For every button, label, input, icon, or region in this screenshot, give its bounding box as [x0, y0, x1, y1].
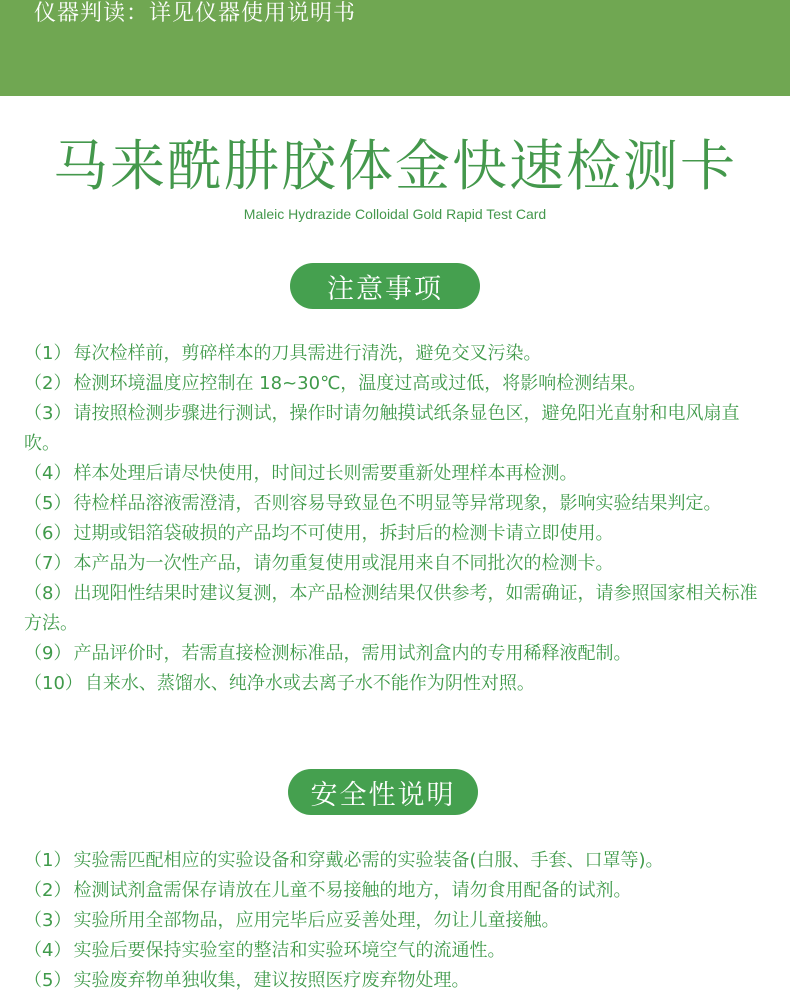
- item-number: （2）: [24, 373, 72, 394]
- item-number: （9）: [24, 643, 72, 664]
- list-item: [24, 936, 769, 966]
- item-text: 本产品为一次性产品，请勿重复使用或混用来自不同批次的检测卡。: [73, 553, 614, 574]
- truncated-text-line: [24, 996, 324, 1003]
- item-text: 产品评价时，若需直接检测标准品，需用试剂盒内的专用稀释液配制。: [73, 643, 632, 664]
- list-item: [24, 339, 769, 369]
- item-number: （4）: [24, 463, 72, 484]
- list-item: [24, 399, 769, 459]
- item-text: 出现阳性结果时建议复测，本产品检测结果仅供参考，如需确证，请参照国家相关标准方法。: [24, 583, 758, 634]
- item-text: 每次检样前，剪碎样本的刀具需进行清洗，避免交叉污染。: [73, 343, 542, 364]
- item-number: （10）: [24, 673, 83, 694]
- item-number: （2）: [24, 880, 72, 901]
- item-text: 过期或铝箔袋破损的产品均不可使用，拆封后的检测卡请立即使用。: [73, 523, 614, 544]
- list-item: [24, 669, 769, 699]
- item-number: （7）: [24, 553, 72, 574]
- instrument-reading-note: 仪器判读：详见仪器使用说明书: [34, 1, 357, 26]
- list-item: [24, 846, 769, 876]
- item-text: 请按照检测步骤进行测试，操作时请勿触摸试纸条显色区，避免阳光直射和电风扇直吹。: [24, 403, 740, 454]
- list-item: [24, 876, 769, 906]
- item-number: （8）: [24, 583, 72, 604]
- list-item: [24, 906, 769, 936]
- item-number: （5）: [24, 970, 72, 991]
- list-item: [24, 549, 769, 579]
- item-number: （1）: [24, 850, 72, 871]
- list-item: [24, 579, 769, 639]
- item-text: 实验需匹配相应的实验设备和穿戴必需的实验装备(白服、手套、口罩等)。: [73, 850, 664, 871]
- section-heading-notes: 注意事项: [290, 263, 480, 309]
- item-text: 样本处理后请尽快使用，时间过长则需要重新处理样本再检测。: [73, 463, 578, 484]
- item-number: （5）: [24, 493, 72, 514]
- item-text: 实验所用全部物品，应用完毕后应妥善处理，勿让儿童接触。: [73, 910, 560, 931]
- item-number: （3）: [24, 910, 72, 931]
- list-item: [24, 369, 769, 399]
- list-item: [24, 519, 769, 549]
- item-number: （3）: [24, 403, 72, 424]
- item-number: （6）: [24, 523, 72, 544]
- item-text: 待检样品溶液需澄清，否则容易导致显色不明显等异常现象，影响实验结果判定。: [73, 493, 722, 514]
- item-text: 实验后要保持实验室的整洁和实验环境空气的流通性。: [73, 940, 506, 961]
- item-number: （4）: [24, 940, 72, 961]
- product-subtitle-en: Maleic Hydrazide Colloidal Gold Rapid Test Card: [243, 206, 547, 222]
- list-item: [24, 966, 769, 996]
- notes-list: [24, 339, 769, 699]
- item-text: 检测试剂盒需保存请放在儿童不易接触的地方，请勿食用配备的试剂。: [73, 880, 632, 901]
- safety-list: [24, 846, 769, 996]
- list-item: [24, 489, 769, 519]
- list-item: [24, 459, 769, 489]
- product-title: 马来酰肼胶体金快速检测卡: [52, 134, 737, 198]
- item-text: 自来水、蒸馏水、纯净水或去离子水不能作为阴性对照。: [84, 673, 535, 694]
- item-number: （1）: [24, 343, 72, 364]
- header-band: [0, 0, 790, 96]
- list-item: [24, 639, 769, 669]
- item-text: 实验废弃物单独收集，建议按照医疗废弃物处理。: [73, 970, 470, 991]
- section-heading-safety: 安全性说明: [288, 769, 478, 815]
- item-text: 检测环境温度应控制在 18~30℃，温度过高或过低，将影响检测结果。: [73, 373, 647, 394]
